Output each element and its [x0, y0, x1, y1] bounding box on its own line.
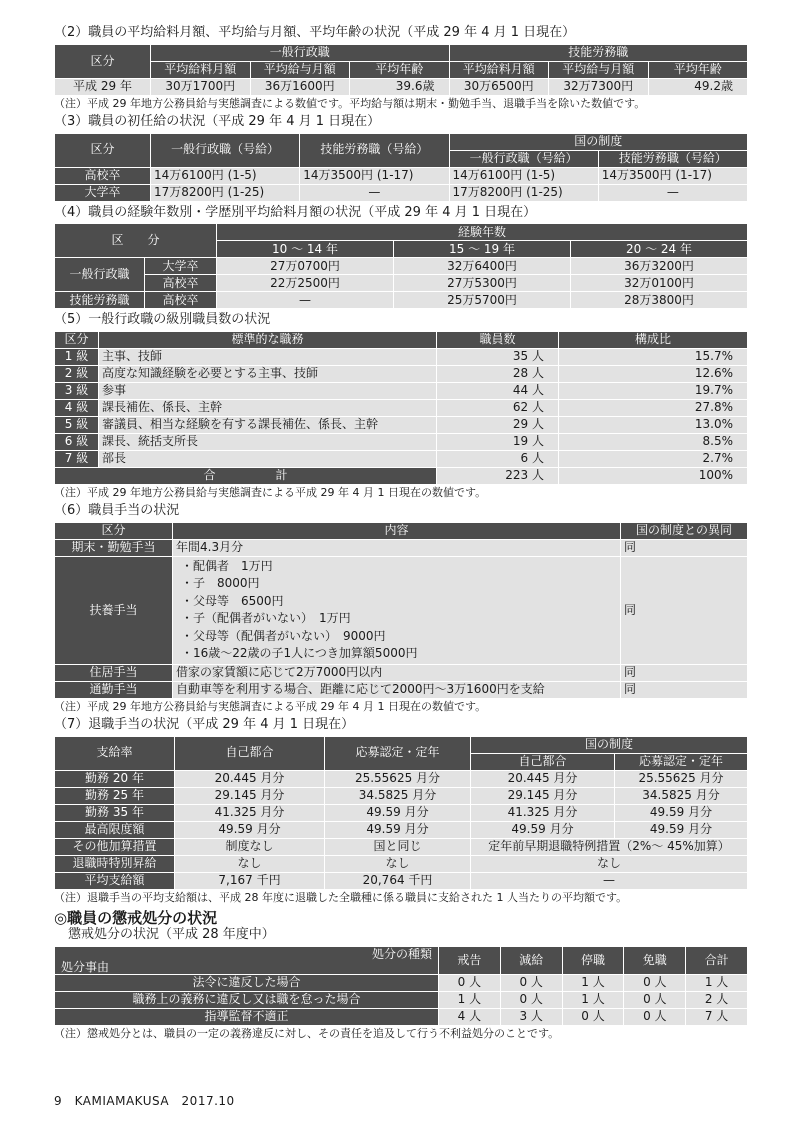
table-cell: 36万3200円 [570, 258, 747, 275]
table-cell: 28万3800円 [570, 292, 747, 309]
header-naiyo: 内容 [173, 522, 621, 539]
table-cell: 39.6歳 [350, 78, 450, 95]
table-cell: 14万3500円 (1-17) [300, 167, 449, 184]
table-cell: 36万1600円 [250, 78, 350, 95]
table-cell: 7,167 千円 [175, 872, 325, 889]
row-label: 法令に違反した場合 [55, 975, 439, 992]
table-row [55, 556, 748, 664]
header-count: 職員数 [437, 332, 559, 349]
grade-cell: 4 級 [55, 400, 99, 417]
header-rate: 支給率 [55, 736, 175, 770]
count-cell: 19 人 [437, 434, 559, 451]
list-item: ・配偶者 1万円 [181, 558, 273, 573]
table-cell: 自動車等を利用する場合、距離に応じて2000円～3万1600円を支給 [173, 681, 621, 698]
row-label: 職務上の義務に違反し又は職を怠った場合 [55, 992, 439, 1009]
table-cell: 34.5825 月分 [615, 787, 748, 804]
table-cell: 49.59 月分 [471, 821, 615, 838]
table-cell: 29.145 月分 [175, 787, 325, 804]
header-kuni-gino: 技能労務職（号給） [598, 150, 747, 167]
table-cell: 14万6100円 (1-5) [449, 167, 598, 184]
table-cell: 41.325 月分 [175, 804, 325, 821]
table-row [55, 417, 748, 434]
row-label: 大学卒 [55, 184, 151, 201]
list-item: ・父母等 6500円 [181, 593, 284, 608]
table-row [55, 992, 748, 1009]
list-item: ・子（配偶者がいない） 1万円 [181, 611, 351, 626]
table-cell: 0 人 [439, 975, 501, 992]
row-label: 高校卒 [55, 167, 151, 184]
section-4-title: （4）職員の経験年数別・学歴別平均給料月額の状況（平成 29 年 4 月 1 日現在） [54, 204, 537, 220]
grade-cell: 3 級 [55, 383, 99, 400]
table-cell: 20,764 千円 [325, 872, 471, 889]
ratio-cell: 27.8% [559, 400, 748, 417]
header-kuni-jiko: 自己都合 [471, 753, 615, 770]
header-kuni-ippan: 一般行政職（号給） [449, 150, 598, 167]
table-cell: 0 人 [562, 1009, 624, 1026]
table-cell: 0 人 [500, 975, 562, 992]
table-cell: 1 人 [562, 992, 624, 1009]
table-cell: 0 人 [624, 1009, 686, 1026]
discipline-title: ◎職員の懲戒処分の状況 [54, 909, 218, 928]
header-gino: 技能労務職 [449, 44, 748, 61]
header-kubun: 区分 [55, 332, 99, 349]
header-keiken: 経験年数 [217, 224, 748, 241]
table-row [55, 349, 748, 366]
table-row [55, 366, 748, 383]
header-diagonal [55, 947, 439, 975]
ratio-cell: 15.7% [559, 349, 748, 366]
table-row [55, 539, 748, 556]
row-label: その他加算措置 [55, 838, 175, 855]
table-row [55, 804, 748, 821]
table-cell: 同 [621, 681, 748, 698]
header-kuni: 国の制度 [471, 736, 748, 753]
list-item: ・子 8000円 [181, 576, 260, 591]
header-kyuyo: 平均給与月額 [250, 61, 350, 78]
table-cell: 0 人 [500, 992, 562, 1009]
header-kyuyo: 平均給与月額 [549, 61, 649, 78]
table-cell: 20.445 月分 [175, 770, 325, 787]
grade-cell: 1 級 [55, 349, 99, 366]
table-cell: — [598, 184, 747, 201]
count-cell: 35 人 [437, 349, 559, 366]
table-cell: 0 人 [624, 975, 686, 992]
allowance-table [54, 522, 748, 699]
table-cell: なし [471, 855, 748, 872]
header-reason: 処分事由 [61, 959, 110, 974]
table-cell: 49.59 月分 [325, 804, 471, 821]
table-row [55, 872, 748, 889]
table-row [55, 1009, 748, 1026]
duty-cell: 部長 [99, 451, 437, 468]
table-cell: 49.59 月分 [615, 804, 748, 821]
page-footer: 9 KAMIAMAKUSA 2017.10 [54, 1094, 235, 1108]
row-label: 平成 29 年 [55, 78, 151, 95]
table-cell: — [217, 292, 394, 309]
header-shokumu: 標準的な職務 [99, 332, 437, 349]
ratio-cell: 8.5% [559, 434, 748, 451]
table-row [55, 78, 748, 95]
grade-cell: 2 級 [55, 366, 99, 383]
table-cell: 49.59 月分 [615, 821, 748, 838]
table-row [55, 664, 748, 681]
ratio-cell: 12.6% [559, 366, 748, 383]
table-cell: 30万1700円 [151, 78, 251, 95]
table-cell: 27万5300円 [394, 275, 571, 292]
row-label: 勤務 35 年 [55, 804, 175, 821]
header-col: 合計 [686, 947, 748, 975]
duty-cell: 主事、技師 [99, 349, 437, 366]
table-cell: 32万7300円 [549, 78, 649, 95]
grade-cell: 5 級 [55, 417, 99, 434]
header-col: 免職 [624, 947, 686, 975]
header-col: 減給 [500, 947, 562, 975]
table-row [55, 292, 748, 309]
header-kyuryo: 平均給料月額 [449, 61, 549, 78]
table-cell: 同 [621, 539, 748, 556]
table-cell: 年間4.3月分 [173, 539, 621, 556]
header-kuni-obo: 応募認定・定年 [615, 753, 748, 770]
table-cell: 22万2500円 [217, 275, 394, 292]
row-label-daigaku: 大学卒 [145, 258, 217, 275]
retirement-table [54, 736, 748, 890]
discipline-note: （注）懲戒処分とは、職員の一定の義務違反に対し、その責任を追及して行う不利益処分のことです。 [54, 1027, 560, 1041]
header-years: 15 ～ 19 年 [394, 241, 571, 258]
count-cell: 62 人 [437, 400, 559, 417]
total-label: 合 計 [55, 468, 437, 485]
table-cell: 17万8200円 (1-25) [449, 184, 598, 201]
list-item: ・16歳～22歳の子1人につき加算額5000円 [181, 646, 418, 661]
table-cell: — [300, 184, 449, 201]
header-type: 処分の種類 [371, 947, 432, 962]
section-2-title: （2）職員の平均給料月額、平均給与月額、平均年齢の状況（平成 29 年 4 月 1 日現在） [54, 25, 576, 40]
table-cell: 制度なし [175, 838, 325, 855]
row-label-koko: 高校卒 [145, 275, 217, 292]
table-cell: 1 人 [562, 975, 624, 992]
table-cell: 1 人 [439, 992, 501, 1009]
ratio-cell: 19.7% [559, 383, 748, 400]
table-cell: 20.445 月分 [471, 770, 615, 787]
row-label: 住居手当 [55, 664, 173, 681]
table-row [55, 383, 748, 400]
table-cell: 7 人 [686, 1009, 748, 1026]
table-row [55, 184, 748, 201]
row-label: 最高限度額 [55, 821, 175, 838]
experience-salary-table [54, 223, 748, 309]
row-label: 勤務 25 年 [55, 787, 175, 804]
table-cell: 3 人 [500, 1009, 562, 1026]
count-cell: 29 人 [437, 417, 559, 434]
list-item: ・父母等（配偶者がいない） 9000円 [181, 628, 386, 643]
table-row [55, 821, 748, 838]
starting-salary-table [54, 133, 748, 202]
header-ippan: 一般行政職（号給） [151, 133, 300, 167]
table-cell: 49.59 月分 [325, 821, 471, 838]
header-kubun: 区分 [55, 522, 173, 539]
row-label-gino: 技能労務職 [55, 292, 145, 309]
duty-cell: 課長補佐、係長、主幹 [99, 400, 437, 417]
header-kuni: 国の制度 [449, 133, 748, 150]
row-label: 期末・勤勉手当 [55, 539, 173, 556]
table-cell: なし [175, 855, 325, 872]
table-cell: 14万3500円 (1-17) [598, 167, 747, 184]
table-row [55, 787, 748, 804]
duty-cell: 課長、統括支所長 [99, 434, 437, 451]
total-row [55, 468, 748, 485]
header-col: 停職 [562, 947, 624, 975]
table-cell: 49.59 月分 [175, 821, 325, 838]
table-cell: 41.325 月分 [471, 804, 615, 821]
duty-cell: 審議員、相当な経験を有する課長補佐、係長、主幹 [99, 417, 437, 434]
section-6-note: （注）平成 29 年地方公務員給与実態調査による平成 29 年 4 月 1 日現在の数値です。 [54, 699, 487, 713]
table-cell: 定年前早期退職特例措置（2%～ 45%加算） [471, 838, 748, 855]
section-3-title: （3）職員の初任給の状況（平成 29 年 4 月 1 日現在） [54, 113, 381, 129]
discipline-subtitle: 懲戒処分の状況（平成 28 年度中） [68, 927, 275, 943]
row-label: 扶養手当 [55, 556, 173, 664]
header-kyuryo: 平均給料月額 [151, 61, 251, 78]
table-row [55, 681, 748, 698]
table-cell: 同 [621, 664, 748, 681]
table-cell: 49.2歳 [648, 78, 748, 95]
table-row [55, 400, 748, 417]
table-cell: 34.5825 月分 [325, 787, 471, 804]
header-col: 戒告 [439, 947, 501, 975]
section-6-title: （6）職員手当の状況 [54, 503, 180, 519]
row-label: 通勤手当 [55, 681, 173, 698]
table-cell: 32万6400円 [394, 258, 571, 275]
table-row [55, 275, 748, 292]
table-cell: 借家の家賃額に応じて2万7000円以内 [173, 664, 621, 681]
table-row [55, 167, 748, 184]
header-ratio: 構成比 [559, 332, 748, 349]
row-label: 勤務 20 年 [55, 770, 175, 787]
table-cell: 国と同じ [325, 838, 471, 855]
table-cell: 2 人 [686, 992, 748, 1009]
ratio-cell: 13.0% [559, 417, 748, 434]
grade-cell: 6 級 [55, 434, 99, 451]
fuyo-list [173, 556, 621, 664]
section-7-title: （7）退職手当の状況（平成 29 年 4 月 1 日現在） [54, 716, 355, 732]
table-row [55, 451, 748, 468]
section-7-note: （注）退職手当の平均支給額は、平成 28 年度に退職した全職種に係る職員に支給された 1 人当たりの平均額です。 [54, 890, 628, 904]
ratio-cell: 2.7% [559, 451, 748, 468]
discipline-table [54, 946, 748, 1026]
table-cell: なし [325, 855, 471, 872]
row-label-ippan: 一般行政職 [55, 258, 145, 292]
table-cell: 29.145 月分 [471, 787, 615, 804]
table-cell: 4 人 [439, 1009, 501, 1026]
table-cell: 25万5700円 [394, 292, 571, 309]
count-cell: 6 人 [437, 451, 559, 468]
grade-cell: 7 級 [55, 451, 99, 468]
header-jiko: 自己都合 [175, 736, 325, 770]
section-2-note: （注）平成 29 年地方公務員給与実態調査による数値です。平均給与額は期末・勤勉手当、退職手当を除いた数値です。 [54, 96, 646, 110]
table-cell: 32万0100円 [570, 275, 747, 292]
header-obo: 応募認定・定年 [325, 736, 471, 770]
table-row [55, 258, 748, 275]
section-5-note: （注）平成 29 年地方公務員給与実態調査による平成 29 年 4 月 1 日現在の数値です。 [54, 486, 487, 500]
table-row [55, 855, 748, 872]
table-cell: 30万6500円 [449, 78, 549, 95]
avg-salary-table [54, 44, 748, 96]
total-count: 223 人 [437, 468, 559, 485]
table-row [55, 838, 748, 855]
duty-cell: 参事 [99, 383, 437, 400]
row-label: 平均支給額 [55, 872, 175, 889]
count-cell: 44 人 [437, 383, 559, 400]
header-kubun: 区分 [55, 44, 151, 78]
table-cell: 25.55625 月分 [615, 770, 748, 787]
header-ippan: 一般行政職 [151, 44, 450, 61]
table-cell: — [471, 872, 748, 889]
table-cell: 14万6100円 (1-5) [151, 167, 300, 184]
table-cell: 17万8200円 (1-25) [151, 184, 300, 201]
table-cell: 同 [621, 556, 748, 664]
header-nenrei: 平均年齢 [350, 61, 450, 78]
table-cell: 0 人 [624, 992, 686, 1009]
table-row [55, 770, 748, 787]
header-years: 10 ～ 14 年 [217, 241, 394, 258]
row-label: 指導監督不適正 [55, 1009, 439, 1026]
row-label: 退職時特別昇給 [55, 855, 175, 872]
header-kubun: 区 分 [55, 224, 217, 258]
total-ratio: 100% [559, 468, 748, 485]
table-row [55, 434, 748, 451]
table-cell: 27万0700円 [217, 258, 394, 275]
duty-cell: 高度な知識経験を必要とする主事、技師 [99, 366, 437, 383]
header-gino: 技能労務職（号給） [300, 133, 449, 167]
count-cell: 28 人 [437, 366, 559, 383]
table-row [55, 975, 748, 992]
section-5-title: （5）一般行政職の級別職員数の状況 [54, 312, 271, 328]
header-kubun: 区分 [55, 133, 151, 167]
table-cell: 1 人 [686, 975, 748, 992]
row-label-koko: 高校卒 [145, 292, 217, 309]
header-kuni: 国の制度との異同 [621, 522, 748, 539]
table-cell: 25.55625 月分 [325, 770, 471, 787]
header-nenrei: 平均年齢 [648, 61, 748, 78]
grade-table [54, 331, 748, 485]
header-years: 20 ～ 24 年 [570, 241, 747, 258]
